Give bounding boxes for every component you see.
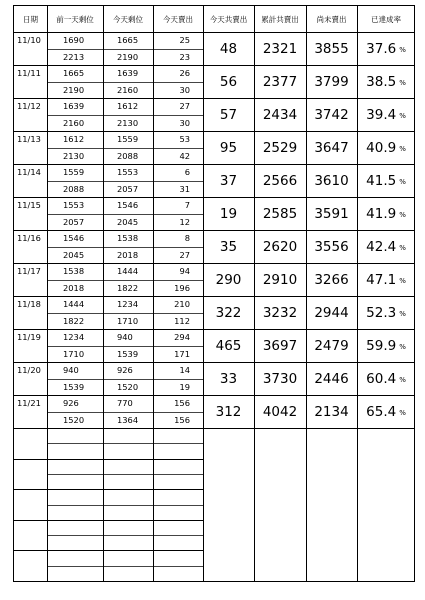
cumulative-sold-value: 2529 — [262, 139, 298, 156]
today-remaining-value: 2045 — [117, 216, 139, 227]
today-sold-value: 23 — [179, 51, 190, 62]
percent-sign: % — [399, 342, 406, 351]
cumulative-sold-value: 2377 — [262, 73, 298, 90]
today-sold-value: 7 — [184, 200, 190, 210]
column-divider — [306, 6, 307, 581]
row-divider — [47, 49, 203, 50]
prev-remaining-value: 2130 — [63, 150, 85, 161]
prev-remaining-value: 1553 — [63, 200, 85, 210]
today-sold-value: 8 — [184, 233, 190, 243]
prev-remaining-value: 2057 — [63, 216, 85, 227]
today-total-sold-value: 312 — [215, 403, 242, 420]
completion-rate-value: 65.4 — [366, 403, 397, 420]
row-date: 11/12 — [17, 101, 41, 111]
prev-remaining-value: 926 — [63, 398, 79, 408]
completion-rate-value: 40.9 — [366, 139, 397, 156]
row-date: 11/19 — [17, 332, 41, 342]
cumulative-sold-value: 2585 — [262, 205, 298, 222]
cumulative-sold-value: 2321 — [262, 40, 298, 57]
not-yet-sold-value: 2944 — [314, 304, 349, 321]
not-yet-sold-value: 3742 — [314, 106, 349, 123]
header-cumulative-sold: 累計共賣出 — [261, 14, 299, 24]
not-yet-sold-value: 3266 — [314, 271, 349, 288]
completion-rate-value: 60.4 — [366, 370, 397, 387]
today-sold-value: 14 — [179, 365, 190, 375]
completion-rate-cell — [357, 362, 415, 395]
completion-rate-value: 38.5 — [366, 73, 397, 90]
cumulative-sold-value: 4042 — [262, 403, 298, 420]
percent-sign: % — [399, 45, 406, 54]
prev-remaining-value: 940 — [63, 365, 79, 375]
today-remaining-value: 1612 — [117, 101, 139, 111]
today-remaining-value: 1539 — [117, 348, 139, 359]
prev-remaining-value: 1822 — [63, 315, 85, 326]
today-sold-value: 94 — [179, 266, 190, 276]
not-yet-sold-value: 2134 — [314, 403, 349, 420]
row-divider — [47, 247, 203, 248]
row-divider — [14, 489, 203, 490]
percent-sign: % — [399, 210, 406, 219]
row-date: 11/17 — [17, 266, 41, 276]
today-total-sold-value: 56 — [219, 73, 238, 90]
completion-rate-value: 41.5 — [366, 172, 397, 189]
column-divider — [103, 6, 104, 581]
today-sold-value: 294 — [174, 332, 190, 342]
today-remaining-value: 2018 — [117, 249, 139, 260]
prev-remaining-value: 2213 — [63, 51, 85, 62]
row-divider — [47, 412, 203, 413]
row-divider — [47, 214, 203, 215]
row-date: 11/10 — [17, 35, 41, 45]
prev-remaining-value: 1710 — [63, 348, 85, 359]
today-remaining-value: 2130 — [117, 117, 139, 128]
column-divider — [254, 6, 255, 581]
not-yet-sold-value: 3556 — [314, 238, 349, 255]
row-divider — [47, 181, 203, 182]
row-divider — [14, 520, 203, 521]
prev-remaining-value: 1559 — [63, 167, 85, 177]
row-date: 11/11 — [17, 68, 41, 78]
today-remaining-value: 1822 — [117, 282, 139, 293]
header-today-total-sold: 今天共賣出 — [209, 14, 248, 24]
today-remaining-value: 2088 — [117, 150, 139, 161]
sales-tally-sheet — [13, 5, 415, 582]
today-remaining-value: 1665 — [117, 35, 139, 45]
today-sold-value: 12 — [179, 216, 190, 227]
row-divider — [47, 443, 203, 444]
today-total-sold-value: 57 — [219, 106, 238, 123]
percent-sign: % — [399, 177, 406, 186]
today-total-sold-value: 19 — [219, 205, 238, 222]
prev-remaining-value: 1612 — [63, 134, 85, 144]
today-sold-value: 31 — [179, 183, 190, 194]
prev-remaining-value: 2018 — [63, 282, 85, 293]
today-sold-value: 171 — [174, 348, 190, 359]
row-divider — [14, 428, 414, 429]
row-date: 11/13 — [17, 134, 41, 144]
not-yet-sold-value: 3610 — [314, 172, 349, 189]
today-remaining-value: 770 — [117, 398, 133, 408]
completion-rate-cell — [357, 329, 415, 362]
not-yet-sold-value: 3855 — [314, 40, 349, 57]
today-total-sold-value: 465 — [215, 337, 242, 354]
row-divider — [47, 505, 203, 506]
completion-rate-value: 37.6 — [366, 40, 397, 57]
today-sold-value: 26 — [179, 68, 190, 78]
header-date: 日期 — [23, 14, 38, 24]
not-yet-sold-value: 3799 — [314, 73, 349, 90]
percent-sign: % — [399, 276, 406, 285]
today-sold-value: 27 — [179, 249, 190, 260]
cumulative-sold-value: 3697 — [262, 337, 298, 354]
cumulative-sold-value: 2910 — [262, 271, 298, 288]
row-date: 11/18 — [17, 299, 41, 309]
today-remaining-value: 1639 — [117, 68, 139, 78]
today-sold-value: 53 — [179, 134, 190, 144]
today-sold-value: 6 — [184, 167, 190, 177]
completion-rate-cell — [357, 98, 415, 131]
today-total-sold-value: 95 — [219, 139, 238, 156]
column-divider — [203, 6, 204, 581]
today-sold-value: 27 — [179, 101, 190, 111]
today-remaining-value: 1538 — [117, 233, 139, 243]
completion-rate-value: 41.9 — [366, 205, 397, 222]
row-divider — [47, 280, 203, 281]
today-remaining-value: 1710 — [117, 315, 139, 326]
completion-rate-cell — [357, 263, 415, 296]
row-divider — [47, 313, 203, 314]
today-remaining-value: 1444 — [117, 266, 139, 276]
percent-sign: % — [399, 111, 406, 120]
prev-remaining-value: 1690 — [63, 35, 85, 45]
percent-sign: % — [399, 78, 406, 87]
today-sold-value: 112 — [174, 315, 190, 326]
completion-rate-cell — [357, 296, 415, 329]
today-total-sold-value: 35 — [219, 238, 238, 255]
row-divider — [47, 474, 203, 475]
today-sold-value: 156 — [174, 414, 190, 425]
today-sold-value: 30 — [179, 84, 190, 95]
cumulative-sold-value: 2434 — [262, 106, 298, 123]
today-sold-value: 156 — [174, 398, 190, 408]
header-completion-rate: 已達成率 — [371, 14, 401, 24]
today-remaining-value: 1520 — [117, 381, 139, 392]
completion-rate-cell — [357, 164, 415, 197]
percent-sign: % — [399, 243, 406, 252]
row-divider — [14, 459, 203, 460]
prev-remaining-value: 1665 — [63, 68, 85, 78]
row-divider — [47, 535, 203, 536]
today-remaining-value: 1234 — [117, 299, 139, 309]
completion-rate-value: 47.1 — [366, 271, 397, 288]
completion-rate-value: 52.3 — [366, 304, 397, 321]
today-sold-value: 25 — [179, 35, 190, 45]
completion-rate-cell — [357, 65, 415, 98]
completion-rate-value: 59.9 — [366, 337, 397, 354]
today-remaining-value: 940 — [117, 332, 133, 342]
today-total-sold-value: 48 — [219, 40, 238, 57]
prev-remaining-value: 1444 — [63, 299, 85, 309]
row-date: 11/15 — [17, 200, 41, 210]
today-remaining-value: 926 — [117, 365, 133, 375]
completion-rate-cell — [357, 230, 415, 263]
today-sold-value: 19 — [179, 381, 190, 392]
cumulative-sold-value: 2566 — [262, 172, 298, 189]
today-total-sold-value: 322 — [215, 304, 242, 321]
prev-remaining-value: 1520 — [63, 414, 85, 425]
today-remaining-value: 2057 — [117, 183, 139, 194]
cumulative-sold-value: 3232 — [262, 304, 298, 321]
not-yet-sold-value: 3591 — [314, 205, 349, 222]
header-prev-remaining: 前一天剩位 — [56, 14, 94, 24]
column-divider — [357, 6, 358, 581]
prev-remaining-value: 1539 — [63, 381, 85, 392]
prev-remaining-value: 2160 — [63, 117, 85, 128]
prev-remaining-value: 2045 — [63, 249, 85, 260]
prev-remaining-value: 1538 — [63, 266, 85, 276]
percent-sign: % — [399, 309, 406, 318]
today-remaining-value: 2160 — [117, 84, 139, 95]
today-sold-value: 196 — [174, 282, 190, 293]
completion-rate-value: 39.4 — [366, 106, 397, 123]
cumulative-sold-value: 2620 — [262, 238, 298, 255]
today-total-sold-value: 33 — [219, 370, 238, 387]
completion-rate-value: 42.4 — [366, 238, 397, 255]
today-sold-value: 30 — [179, 117, 190, 128]
row-date: 11/16 — [17, 233, 41, 243]
cumulative-sold-value: 3730 — [262, 370, 298, 387]
header-today-sold: 今天賣出 — [163, 14, 193, 24]
today-remaining-value: 1553 — [117, 167, 139, 177]
today-remaining-value: 1546 — [117, 200, 139, 210]
row-divider — [47, 115, 203, 116]
header-not-yet-sold: 尚未賣出 — [316, 14, 347, 24]
row-divider — [47, 566, 203, 567]
not-yet-sold-value: 3647 — [314, 139, 349, 156]
prev-remaining-value: 1546 — [63, 233, 85, 243]
percent-sign: % — [399, 144, 406, 153]
completion-rate-cell — [357, 197, 415, 230]
row-date: 11/14 — [17, 167, 41, 177]
today-total-sold-value: 290 — [215, 271, 242, 288]
today-sold-value: 42 — [179, 150, 190, 161]
row-date: 11/20 — [17, 365, 41, 375]
prev-remaining-value: 2190 — [63, 84, 85, 95]
not-yet-sold-value: 2479 — [314, 337, 349, 354]
today-remaining-value: 1364 — [117, 414, 139, 425]
today-sold-value: 210 — [174, 299, 190, 309]
percent-sign: % — [399, 375, 406, 384]
row-divider — [47, 379, 203, 380]
today-remaining-value: 2190 — [117, 51, 139, 62]
today-total-sold-value: 37 — [219, 172, 238, 189]
row-date: 11/21 — [17, 398, 41, 408]
completion-rate-cell — [357, 131, 415, 164]
prev-remaining-value: 1234 — [63, 332, 85, 342]
not-yet-sold-value: 2446 — [314, 370, 349, 387]
completion-rate-cell — [357, 395, 415, 428]
completion-rate-cell — [357, 32, 415, 65]
prev-remaining-value: 1639 — [63, 101, 85, 111]
percent-sign: % — [399, 408, 406, 417]
row-divider — [14, 550, 203, 551]
row-divider — [47, 148, 203, 149]
column-divider — [47, 6, 48, 581]
row-divider — [47, 346, 203, 347]
row-divider — [47, 82, 203, 83]
header-today-remaining: 今天剩位 — [113, 14, 143, 24]
column-divider — [153, 6, 154, 581]
prev-remaining-value: 2088 — [63, 183, 85, 194]
today-remaining-value: 1559 — [117, 134, 139, 144]
